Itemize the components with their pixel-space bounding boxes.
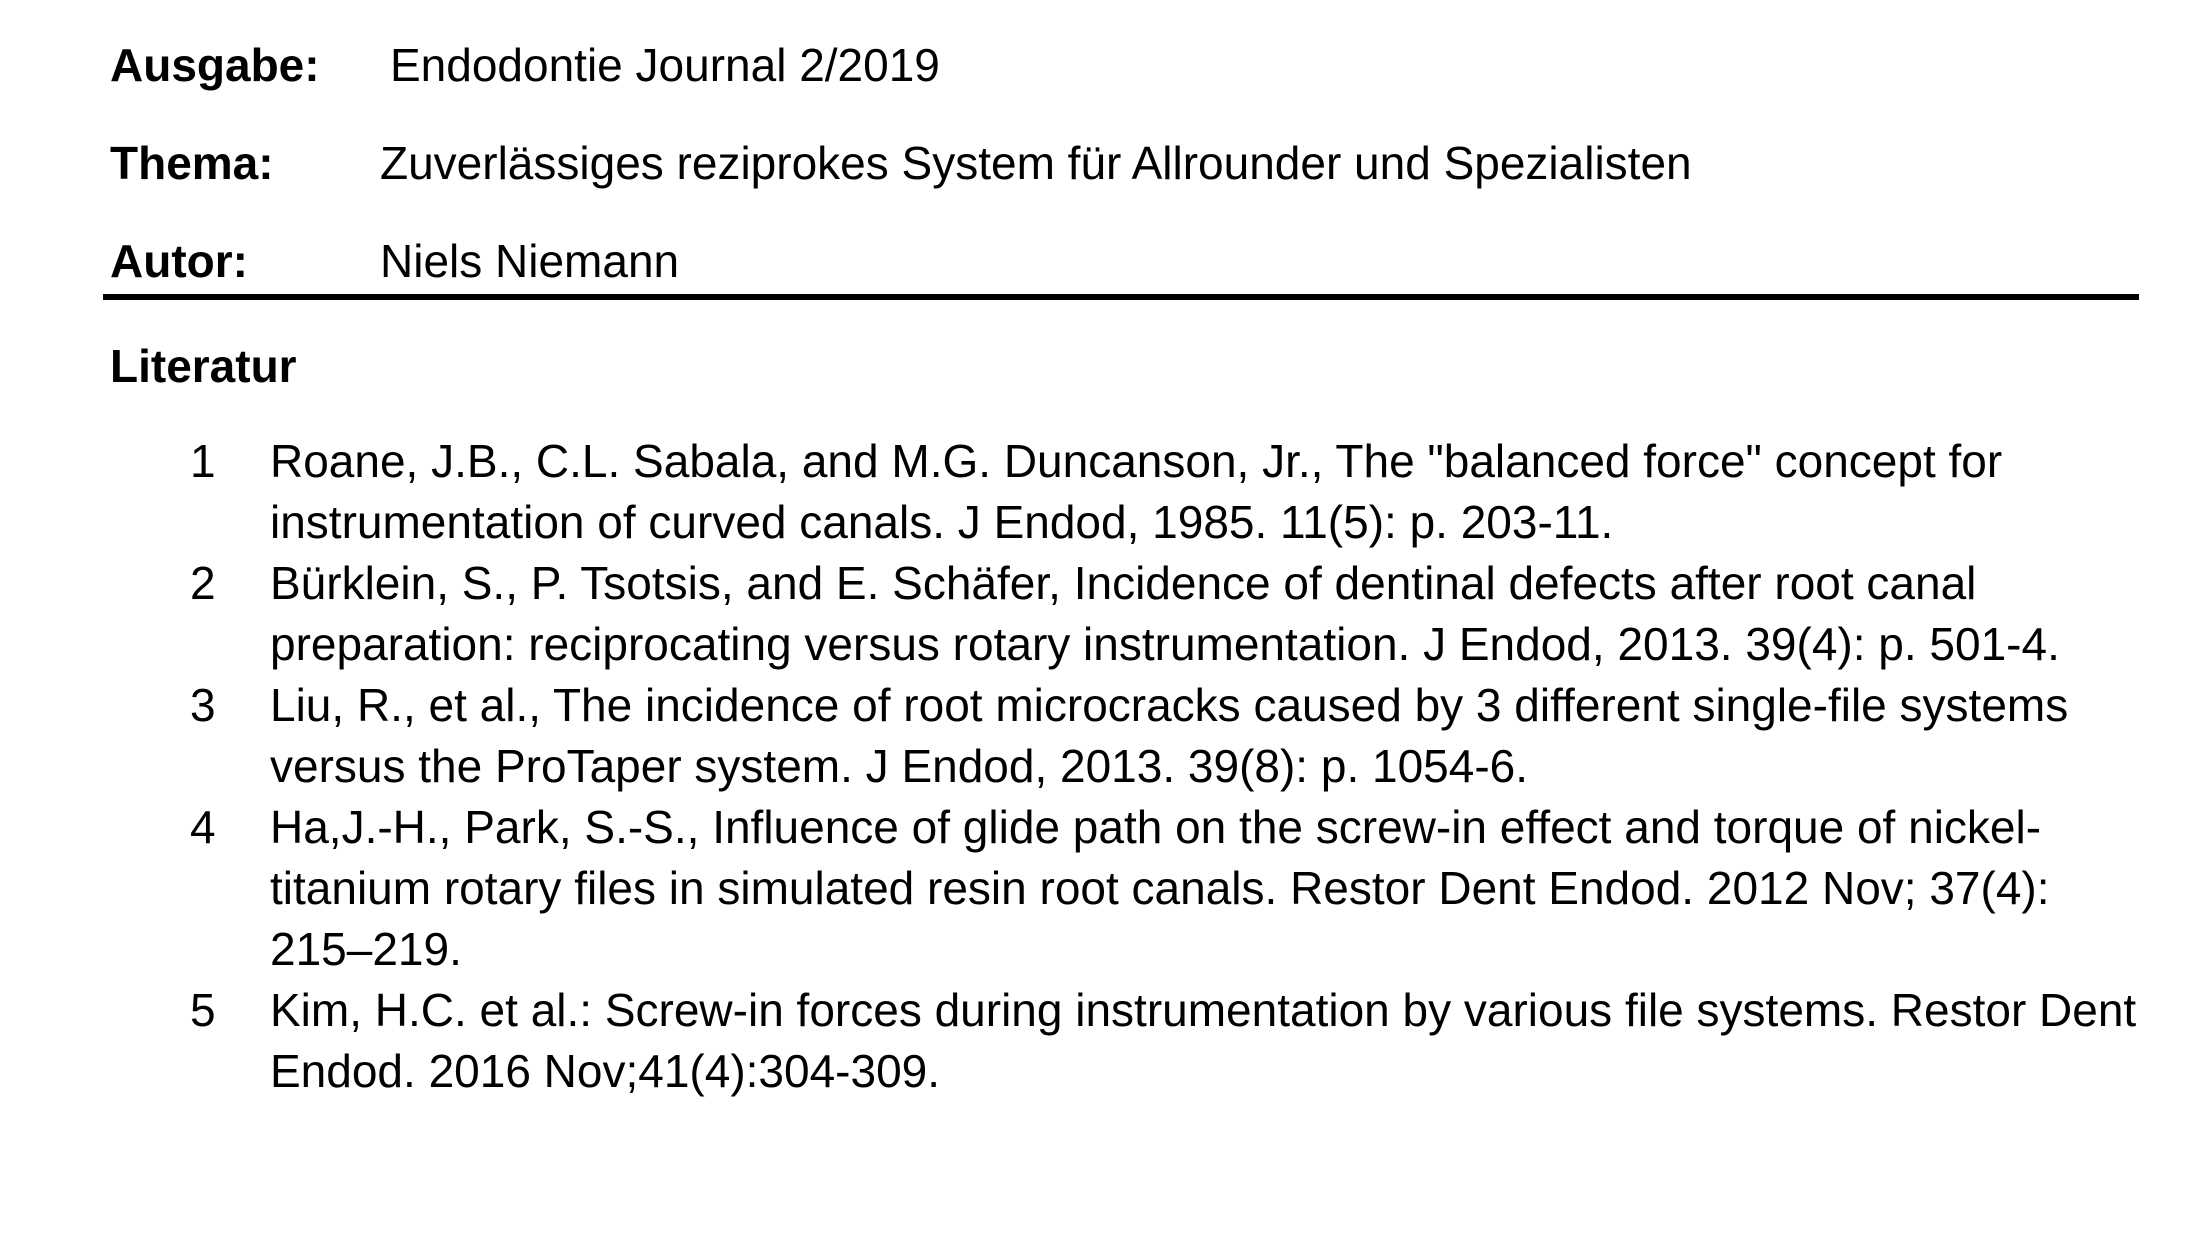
reference-text: Ha,J.-H., Park, S.-S., Influence of glide path on the screw-in effect and torque of nickel-titanium rotary files in simulated resin root canals. Restor Dent Endod. 2012 Nov; 37(4): 215–219. — [270, 801, 2050, 975]
issue-value: Endodontie Journal 2/2019 — [390, 39, 940, 91]
reference-item — [0, 553, 2208, 675]
reference-list — [0, 431, 2208, 1102]
reference-text: Bürklein, S., P. Tsotsis, and E. Schäfer, Incidence of dentinal defects after root canal preparation: reciprocating versus rotary instrumentation. J Endod, 2013. 39(4): p. 501-4. — [270, 557, 2060, 670]
topic-label: Thema: — [110, 137, 274, 189]
reference-item — [0, 797, 2208, 980]
reference-number: 4 — [190, 801, 216, 853]
reference-number: 5 — [190, 984, 216, 1036]
reference-item — [0, 980, 2208, 1102]
reference-text: Liu, R., et al., The incidence of root microcracks caused by 3 different single-file systems versus the ProTaper system. J Endod, 2013. 39(8): p. 1054-6. — [270, 679, 2069, 792]
reference-text: Kim, H.C. et al.: Screw-in forces during instrumentation by various file systems. Restor Dent Endod. 2016 Nov;41(4):304-309. — [270, 984, 2137, 1097]
reference-number: 2 — [190, 557, 216, 609]
header-divider — [103, 294, 2139, 300]
author-value: Niels Niemann — [380, 235, 680, 287]
author-label: Autor: — [110, 235, 248, 287]
literature-heading: Literatur — [110, 340, 297, 392]
topic-value: Zuverlässiges reziprokes System für Allrounder und Spezialisten — [380, 137, 1692, 189]
reference-item — [0, 675, 2208, 797]
reference-text: Roane, J.B., C.L. Sabala, and M.G. Duncanson, Jr., The "balanced force" concept for instrumentation of curved canals. J Endod, 1985. 11(5): p. 203-11. — [270, 435, 2003, 548]
reference-number: 1 — [190, 435, 216, 487]
issue-label: Ausgabe: — [110, 39, 320, 91]
reference-item — [0, 431, 2208, 553]
reference-number: 3 — [190, 679, 216, 731]
